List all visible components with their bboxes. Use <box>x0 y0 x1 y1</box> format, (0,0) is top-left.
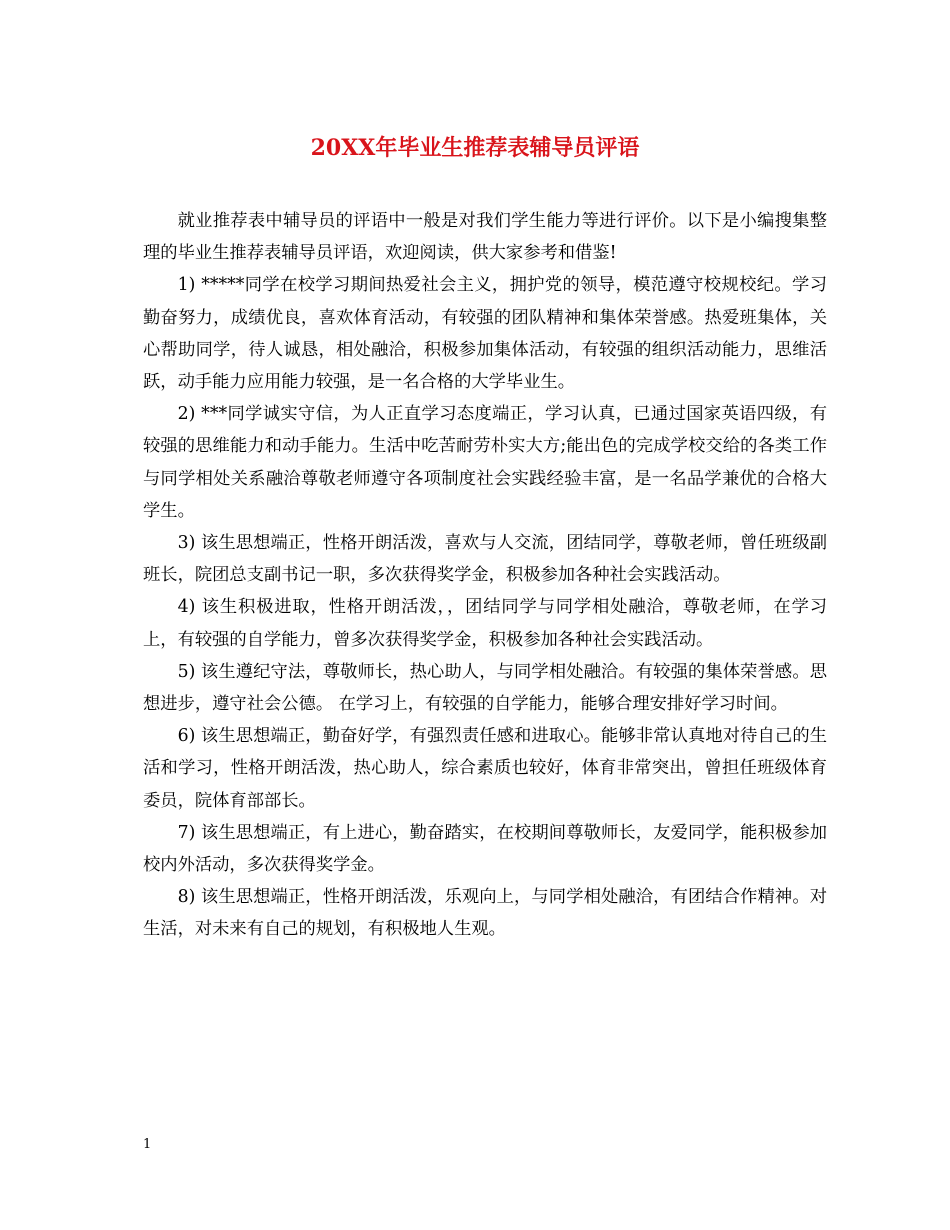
intro-paragraph: 就业推荐表中辅导员的评语中一般是对我们学生能力等进行评价。以下是小编搜集整理的毕业生推荐表辅导员评语，欢迎阅读，供大家参考和借鉴! <box>143 211 827 264</box>
comment-paragraph-1: 1) *****同学在校学习期间热爱社会主义，拥护党的领导，模范遵守校规校纪。学习勤奋努力，成绩优良，喜欢体育活动，有较强的团队精神和集体荣誉感。热爱班集体，关心帮助同学，待人诚恳，相处融洽，积极参加集体活动，有较强的组织活动能力，思维活跃，动手能力应用能力较强，是一名合格的大学毕业生。 <box>143 275 827 393</box>
comment-paragraph-3: 3) 该生思想端正，性格开朗活泼，喜欢与人交流，团结同学，尊敬老师，曾任班级副班长，院团总支副书记一职，多次获得奖学金，积极参加各种社会实践活动。 <box>143 533 827 586</box>
page-number: 1 <box>143 1137 152 1152</box>
comment-paragraph-7: 7) 该生思想端正，有上进心，勤奋踏实，在校期间尊敬师长，友爱同学，能积极参加校内外活动，多次获得奖学金。 <box>143 822 827 876</box>
comment-paragraph-8: 8) 该生思想端正，性格开朗活泼，乐观向上，与同学相处融洽，有团结合作精神。对生活，对未来有自己的规划，有积极地人生观。 <box>143 887 827 940</box>
comment-paragraph-5: 5) 该生遵纪守法，尊敬师长，热心助人，与同学相处融洽。有较强的集体荣誉感。思想进步，遵守社会公德。 在学习上，有较强的自学能力，能够合理安排好学习时间。 <box>143 661 827 715</box>
document-body <box>143 205 827 946</box>
document-title: 20XX年毕业生推荐表辅导员评语 <box>310 135 640 161</box>
comment-paragraph-4: 4) 该生积极进取，性格开朗活泼，，团结同学与同学相处融洽，尊敬老师，在学习上，有较强的自学能力，曾多次获得奖学金，积极参加各种社会实践活动。 <box>143 597 827 650</box>
comment-paragraph-2: 2) ***同学诚实守信，为人正直学习态度端正，学习认真，已通过国家英语四级，有较强的思维能力和动手能力。生活中吃苦耐劳朴实大方;能出色的完成学校交给的各类工作与同学相处关系融洽尊敬老师遵守各项制度社会实践经验丰富，是一名品学兼优的合格大学生。 <box>143 404 827 521</box>
comment-paragraph-6: 6) 该生思想端正，勤奋好学，有强烈责任感和进取心。能够非常认真地对待自己的生活和学习，性格开朗活泼，热心助人，综合素质也较好，体育非常突出，曾担任班级体育委员，院体育部部长。 <box>143 726 827 811</box>
